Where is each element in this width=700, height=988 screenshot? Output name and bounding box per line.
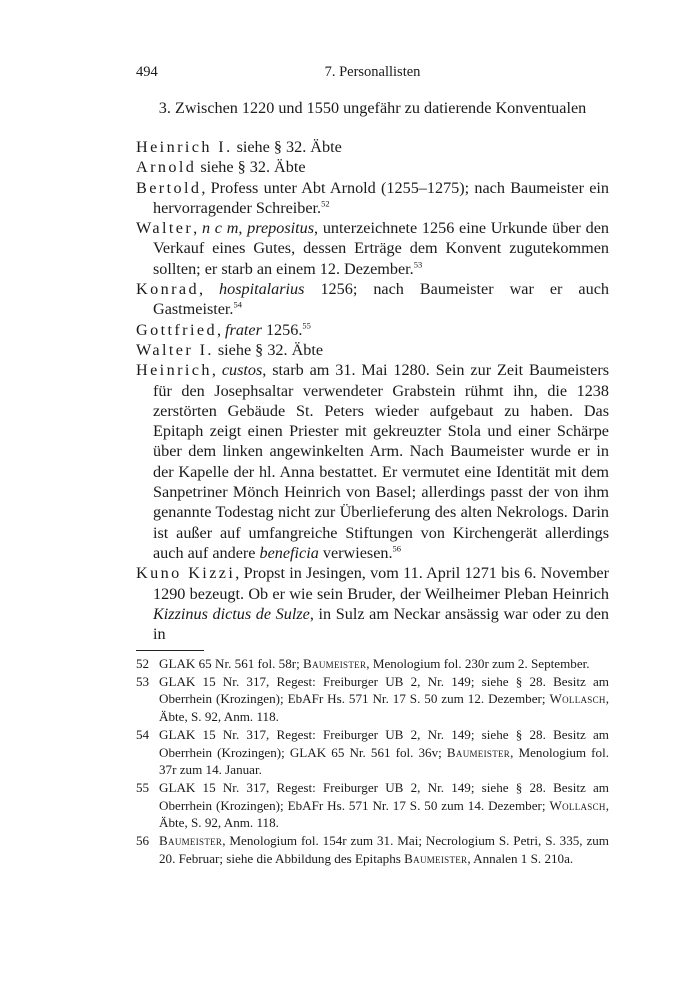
entry [136, 320, 609, 340]
author-name: Wollasch [549, 797, 606, 813]
entry-text: siehe § 32. Äbte [196, 158, 306, 177]
footnote [136, 726, 609, 779]
entry-name: Heinrich [136, 361, 212, 380]
entry [136, 360, 609, 563]
author-name: Baumeister [446, 744, 511, 760]
entry-name: Bertold [136, 178, 202, 197]
entry [136, 340, 609, 360]
footnote-segment: GLAK 65 Nr. 561 fol. 58r; [159, 656, 304, 671]
entry-latin-term: frater [225, 320, 262, 339]
footnote-number: 52 [136, 656, 150, 671]
footnote-ref: 53 [413, 259, 423, 270]
footnote [136, 832, 609, 867]
entry-text: siehe § 32. Äbte [232, 138, 342, 156]
entry-latin-term: beneficia [259, 543, 319, 562]
entry [136, 563, 609, 644]
author-name: Baumeister [159, 833, 223, 849]
footnote-number: 53 [136, 673, 150, 689]
footnote-segment: GLAK 15 Nr. 317, Regest: Freiburger UB 2, Nr. 149; siehe § 28. Besitz am Oberrhein (Krozingen); EbAFr Hs. 571 Nr. 17 S. 50 zum 12. Dezember; [159, 673, 609, 707]
author-name: Baumeister [303, 656, 367, 671]
footnote-ref: 56 [392, 543, 402, 554]
footnote-segment: GLAK 15 Nr. 317, Regest: Freiburger UB 2, Nr. 149; siehe § 28. Besitz am Oberrhein (Krozingen); GLAK 65 Nr. 561 fol. 36v; [159, 726, 609, 760]
entry [136, 178, 609, 219]
entry-text: verwiesen. [318, 543, 393, 562]
entry-name: Kuno Kizzi [136, 564, 236, 583]
footnote-number: 55 [136, 779, 150, 795]
entry-name: Arnold [136, 158, 197, 177]
section-title: 3. Zwischen 1220 und 1550 ungefähr zu datierende Konventualen [158, 99, 587, 117]
footnote [136, 779, 609, 832]
entry-text: 1256. [261, 320, 303, 339]
entry [136, 157, 609, 177]
footnotes [136, 655, 609, 867]
running-header [136, 64, 609, 84]
entry-name: Heinrich I. [136, 138, 233, 156]
entry-punct: , [198, 280, 219, 299]
footnote [136, 655, 609, 673]
entry-text: , Profess unter Abt Arnold (1255–1275); nach Baumeister ein hervorragender Schreiber. [153, 178, 609, 217]
entry-name: Walter I. [136, 340, 214, 359]
footnote-segment: , Menologium fol. 37r zum 14. Januar. [159, 744, 609, 778]
entry-latin-term: n c m, prepositus [201, 219, 315, 238]
entry-text: , Propst in Jesingen, vom 11. April 1271 bis 6. November 1290 bezeugt. Ob er wie sein Bruder, der Weilheimer Pleban Heinrich [153, 564, 609, 603]
entry-latin-term: custos [221, 361, 263, 380]
entry-text: , in Sulz am Neckar ansässig war oder zu den in [153, 604, 609, 644]
footnote-segment: , Äbte, S. 92, Anm. 118. [159, 797, 609, 831]
footnote-ref: 55 [302, 320, 311, 331]
footnote-segment: , Äbte, S. 92, Anm. 118. [159, 691, 609, 725]
entry-text: , unterzeichnete 1256 eine Urkunde über den Verkauf eines Gutes, dessen Erträge dem Konvent zugutekommen sollten; er starb an einem 12. Dezember. [153, 219, 609, 278]
entry-name: Konrad [136, 280, 199, 299]
entry [136, 279, 609, 320]
footnote-number: 56 [136, 833, 150, 849]
entry-text: siehe § 32. Äbte [213, 340, 324, 359]
entry [136, 137, 609, 157]
footnote-ref: 54 [233, 299, 242, 310]
entry-punct: , [193, 219, 202, 238]
footnote-rule [136, 650, 204, 651]
entry-latin-term: hospitalarius [219, 280, 305, 299]
running-title: 7. Personallisten [324, 64, 421, 80]
footnote-text [159, 726, 609, 779]
entry-list [136, 137, 609, 644]
entry-punct: , [216, 320, 226, 339]
footnote-text [159, 673, 609, 726]
footnote-segment: , Annalen 1 S. 210a. [467, 850, 574, 866]
footnote-number: 54 [136, 726, 150, 742]
entry-name: Gottfried [136, 320, 217, 339]
entry [136, 218, 609, 279]
footnote-text [159, 655, 609, 673]
footnote [136, 673, 609, 726]
page-number: 494 [136, 64, 158, 80]
footnote-segment: GLAK 15 Nr. 317, Regest: Freiburger UB 2, Nr. 149; siehe § 28. Besitz am Oberrhein (Krozingen); EbAFr Hs. 571 Nr. 17 S. 50 zum 14. Dezember; [159, 779, 609, 813]
entry-punct: , [211, 361, 222, 380]
footnote-ref: 52 [321, 198, 330, 209]
entry-text: 1256; nach Baumeister war er auch Gastmeister. [153, 280, 609, 319]
footnote-text [159, 832, 609, 867]
author-name: Wollasch [549, 691, 606, 707]
entry-text: , starb am 31. Mai 1280. Sein zur Zeit Baumeisters für den Josephsaltar verwendeter Grabstein rühmt ihn, die 1238 zerstörten Gebäude St. Peters wieder aufgebaut zu haben. Das Epitaph zeigt einen Priester mit gekreuzter Stola und einer Schärpe über dem linken angewinkelten Arm. Nach Baumeister wurde er in der Kapelle der hl. Anna bestattet. Er vermutet eine Identität mit dem Sanpetriner Mönch Heinrich von Basel; allerdings passt der von ihm genannte Todestag nicht zur Überlieferung des alten Nekrologs. Darin ist außer auf umfangreiche Stiftungen von Kirchengerät allerdings auch auf andere [153, 361, 610, 562]
footnote-text [159, 779, 609, 832]
entry-latin-term: Kizzinus dictus de Sulze [153, 604, 310, 623]
footnote-segment: , Menologium fol. 154r zum 31. Mai; Necrologium S. Petri, S. 335, zum 20. Februar; siehe die Abbildung des Epitaphs [159, 833, 609, 866]
footnote-segment: , Menologium fol. 230r zum 2. September. [366, 656, 590, 671]
entry-name: Walter [136, 219, 194, 238]
author-name: Baumeister [404, 850, 468, 866]
